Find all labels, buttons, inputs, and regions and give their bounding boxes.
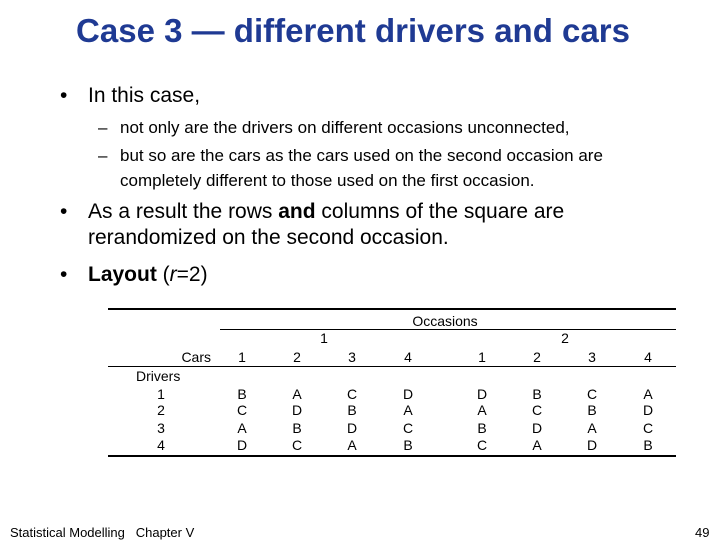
table-cell: B bbox=[643, 437, 653, 453]
layout-rest: =2) bbox=[176, 263, 208, 286]
table-cell: A bbox=[403, 402, 413, 418]
occasions-rule bbox=[220, 329, 676, 330]
dash-icon: – bbox=[98, 118, 108, 137]
bullet-text-part: columns of the square are bbox=[315, 200, 565, 223]
table-cell: C bbox=[291, 437, 303, 453]
table-cell: D bbox=[476, 386, 488, 402]
car-number: 3 bbox=[588, 349, 596, 365]
table-cell: D bbox=[531, 420, 543, 436]
bullet-rerandomized bbox=[60, 199, 564, 251]
table-cell: C bbox=[642, 420, 654, 436]
sub-bullet-drivers bbox=[98, 115, 570, 140]
bullet-layout bbox=[60, 262, 208, 288]
layout-r: r bbox=[169, 263, 177, 286]
cars-label: Cars bbox=[181, 349, 211, 365]
bullet-intro bbox=[60, 83, 200, 109]
table-cell: B bbox=[532, 386, 542, 402]
car-number: 1 bbox=[238, 349, 246, 365]
car-number: 4 bbox=[404, 349, 412, 365]
car-number: 4 bbox=[644, 349, 652, 365]
layout-label: Layout bbox=[88, 263, 157, 286]
bullet-icon: • bbox=[60, 200, 68, 223]
table-cell: D bbox=[586, 437, 598, 453]
bullet-icon: • bbox=[60, 263, 68, 286]
table-cell: A bbox=[643, 386, 653, 402]
table-cell: D bbox=[346, 420, 358, 436]
layout-paren: ( bbox=[156, 263, 170, 286]
table-cell: B bbox=[347, 402, 357, 418]
drivers-label: Drivers bbox=[136, 368, 181, 384]
table-cell: A bbox=[477, 402, 487, 418]
driver-number: 4 bbox=[157, 437, 165, 453]
table-top-rule bbox=[108, 308, 676, 310]
sub-bullet-cars bbox=[98, 143, 603, 193]
bullet-text-part: As a result the rows bbox=[88, 200, 279, 223]
table-cell: B bbox=[237, 386, 247, 402]
occasions-header: Occasions bbox=[412, 313, 478, 329]
bullet-text-and: and bbox=[278, 200, 316, 223]
table-cell: A bbox=[587, 420, 597, 436]
table-cell: C bbox=[236, 402, 248, 418]
table-cell: C bbox=[402, 420, 414, 436]
footer-label: Statistical Modelling Chapter V bbox=[10, 525, 195, 540]
page-number: 49 bbox=[695, 525, 710, 540]
table-cell: C bbox=[531, 402, 543, 418]
bullet-text-line1 bbox=[88, 199, 564, 225]
table-cell: C bbox=[476, 437, 488, 453]
driver-number: 3 bbox=[157, 420, 165, 436]
dash-icon: – bbox=[98, 146, 108, 165]
bullet-icon: • bbox=[60, 84, 68, 107]
table-cell: B bbox=[292, 420, 302, 436]
bullet-text bbox=[88, 262, 208, 288]
table-cell: A bbox=[292, 386, 302, 402]
table-cell: C bbox=[586, 386, 598, 402]
table-cell: A bbox=[237, 420, 247, 436]
table-cell: D bbox=[642, 402, 654, 418]
table-cell: B bbox=[587, 402, 597, 418]
table-cell: C bbox=[346, 386, 358, 402]
table-cell: D bbox=[236, 437, 248, 453]
driver-number: 2 bbox=[157, 402, 165, 418]
occasion-number: 1 bbox=[320, 330, 328, 346]
occasion-number: 2 bbox=[561, 330, 569, 346]
table-cell: B bbox=[477, 420, 487, 436]
driver-number: 1 bbox=[157, 386, 165, 402]
car-number: 2 bbox=[533, 349, 541, 365]
sub-bullet-text-line2: completely different to those used on the first occasion. bbox=[120, 171, 535, 190]
car-number: 3 bbox=[348, 349, 356, 365]
slide-title: Case 3 — different drivers and cars bbox=[76, 12, 630, 49]
table-cell: B bbox=[403, 437, 413, 453]
bullet-text-line2: rerandomized on the second occasion. bbox=[88, 226, 449, 249]
car-number: 1 bbox=[478, 349, 486, 365]
table-cell: A bbox=[532, 437, 542, 453]
table-bottom-rule bbox=[108, 455, 676, 457]
car-number: 2 bbox=[293, 349, 301, 365]
bullet-text: In this case, bbox=[88, 84, 201, 107]
header-rule bbox=[108, 366, 676, 367]
sub-bullet-text-line1: but so are the cars as the cars used on the second occasion are bbox=[120, 146, 603, 165]
table-cell: A bbox=[347, 437, 357, 453]
sub-bullet-text: not only are the drivers on different occasions unconnected, bbox=[120, 118, 570, 137]
table-cell: D bbox=[402, 386, 414, 402]
table-cell: D bbox=[291, 402, 303, 418]
